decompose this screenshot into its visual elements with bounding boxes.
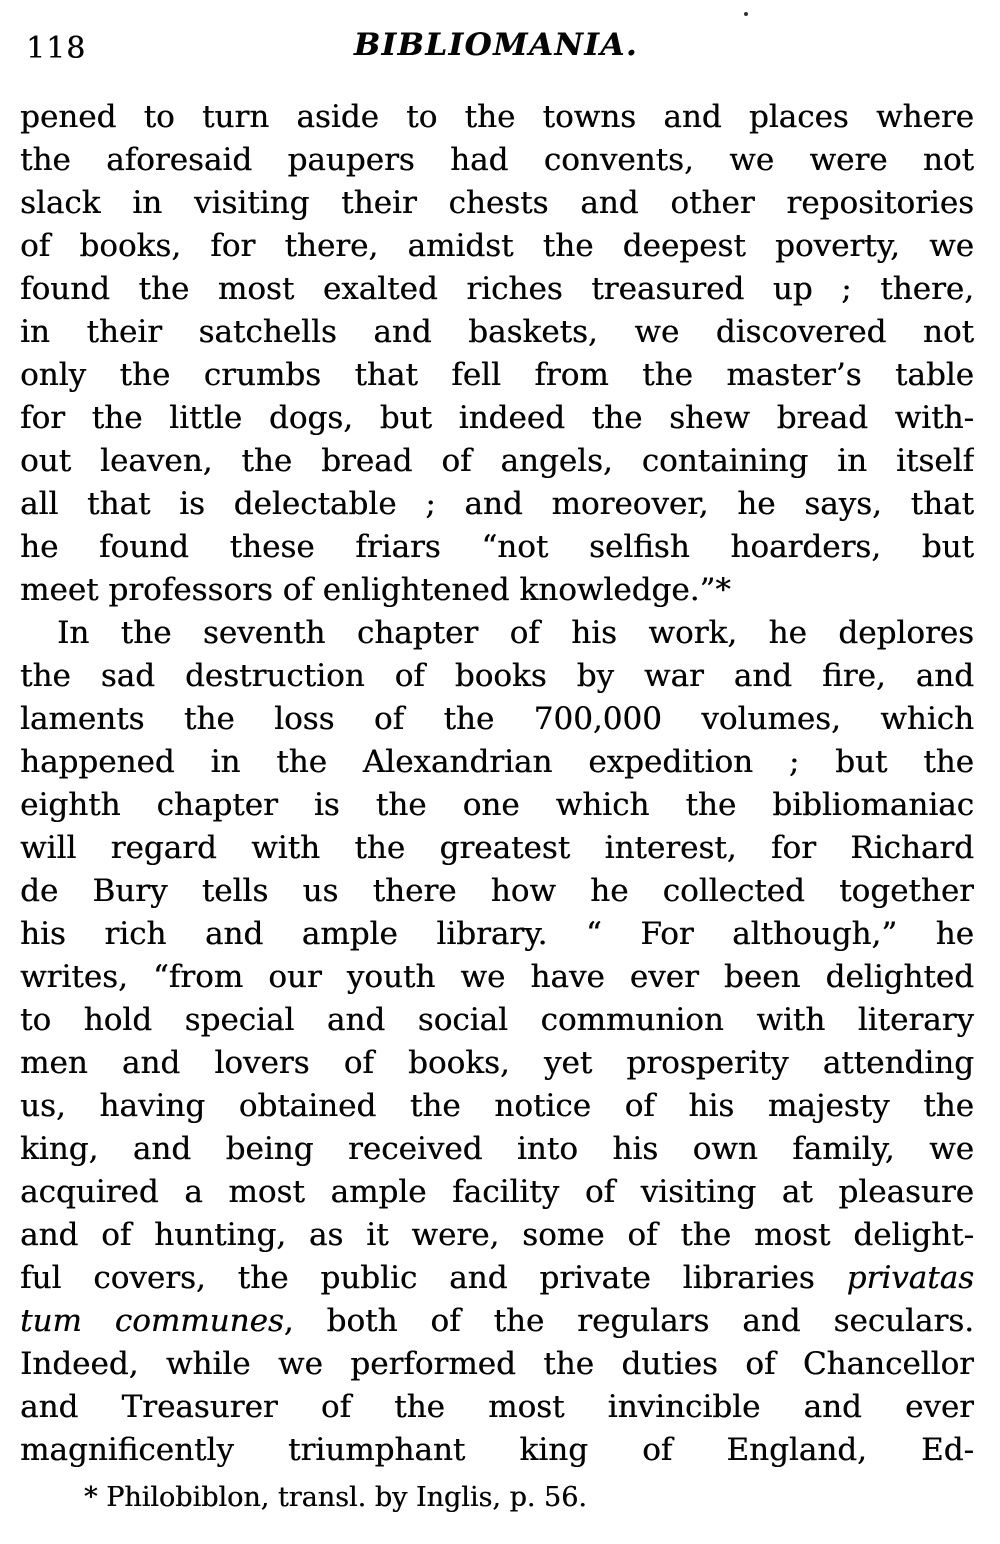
text-segment: , both of the regulars and seculars. xyxy=(283,1303,974,1339)
body-line xyxy=(20,354,974,397)
text-segment: the sad destruction of books by war and fire, and xyxy=(20,658,974,694)
body-line xyxy=(20,741,974,784)
body-line xyxy=(20,913,974,956)
body-line xyxy=(20,999,974,1042)
text-segment: acquired a most ample facility of visiting at pleasure xyxy=(20,1174,974,1210)
text-segment: eighth chapter is the one which the bibliomaniac xyxy=(20,787,974,823)
text-segment: the aforesaid paupers had convents, we were not xyxy=(20,142,974,178)
body-line xyxy=(20,784,974,827)
body-line xyxy=(20,1300,974,1343)
body-line xyxy=(20,1085,974,1128)
text-segment: ful covers, the public and private libraries xyxy=(20,1260,847,1296)
page-number: 118 xyxy=(26,31,87,66)
ink-speck xyxy=(744,12,748,16)
body-line xyxy=(20,956,974,999)
body-line xyxy=(20,397,974,440)
text-segment: pened to turn aside to the towns and places where xyxy=(20,99,974,135)
text-segment: us, having obtained the notice of his majesty the xyxy=(20,1088,974,1124)
text-segment: In the seventh chapter of his work, he deplores xyxy=(57,615,974,651)
body-line xyxy=(20,698,974,741)
body-line xyxy=(20,483,974,526)
footnote-text: Philobiblon, transl. by Inglis, p. 56. xyxy=(106,1482,587,1513)
body-line xyxy=(20,1257,974,1300)
text-segment: de Bury tells us there how he collected together xyxy=(20,873,974,909)
text-segment: only the crumbs that fell from the master’s table xyxy=(20,357,974,393)
body-line xyxy=(20,311,974,354)
body-line xyxy=(20,1386,974,1429)
body-line xyxy=(20,569,974,612)
body-line xyxy=(20,526,974,569)
text-segment: in their satchells and baskets, we discovered not xyxy=(20,314,974,350)
body-line xyxy=(20,96,974,139)
text-segment: laments the loss of the 700,000 volumes, which xyxy=(20,701,974,737)
text-segment: out leaven, the bread of angels, containing in itself xyxy=(20,443,974,479)
text-segment: king, and being received into his own family, we xyxy=(20,1131,974,1167)
footnote xyxy=(84,1481,587,1515)
text-segment: meet professors of enlightened knowledge.”* xyxy=(20,572,731,608)
body-line xyxy=(20,1171,974,1214)
text-segment: and of hunting, as it were, some of the most delight- xyxy=(20,1217,974,1253)
text-segment: writes, “from our youth we have ever been delighted xyxy=(20,959,974,995)
body-line xyxy=(20,225,974,268)
body-line xyxy=(20,655,974,698)
body-line xyxy=(20,440,974,483)
text-segment: found the most exalted riches treasured up ; there, xyxy=(20,271,974,307)
running-header: BIBLIOMANIA. xyxy=(353,27,639,63)
italic-phrase: privatas xyxy=(846,1260,974,1296)
text-segment: for the little dogs, but indeed the shew bread with- xyxy=(20,400,974,436)
body-text xyxy=(20,96,974,1472)
text-segment: his rich and ample library. “ For although,” he xyxy=(20,916,974,952)
body-line xyxy=(20,182,974,225)
body-line xyxy=(20,827,974,870)
footnote-marker: * xyxy=(84,1482,98,1513)
text-segment: Indeed, while we performed the duties of Chancellor xyxy=(20,1346,974,1382)
body-line xyxy=(20,870,974,913)
text-segment: will regard with the greatest interest, for Richard xyxy=(20,830,974,866)
body-line xyxy=(20,139,974,182)
text-segment: magnificently triumphant king of England, Ed- xyxy=(20,1432,974,1468)
body-line xyxy=(20,268,974,311)
italic-phrase: tum communes xyxy=(20,1303,284,1339)
text-segment: to hold special and social communion with literary xyxy=(20,1002,974,1038)
text-segment: happened in the Alexandrian expedition ; but the xyxy=(20,744,974,780)
text-segment: of books, for there, amidst the deepest poverty, we xyxy=(20,228,974,264)
body-line xyxy=(20,1429,974,1472)
body-line xyxy=(20,1214,974,1257)
text-segment: and Treasurer of the most invincible and ever xyxy=(20,1389,974,1425)
body-line xyxy=(20,1128,974,1171)
text-segment: he found these friars “not selfish hoarders, but xyxy=(20,529,974,565)
text-segment: slack in visiting their chests and other repositories xyxy=(20,185,974,221)
body-line xyxy=(20,612,974,655)
text-segment: men and lovers of books, yet prosperity attending xyxy=(20,1045,974,1081)
body-line xyxy=(20,1343,974,1386)
body-line xyxy=(20,1042,974,1085)
text-segment: all that is delectable ; and moreover, he says, that xyxy=(20,486,974,522)
